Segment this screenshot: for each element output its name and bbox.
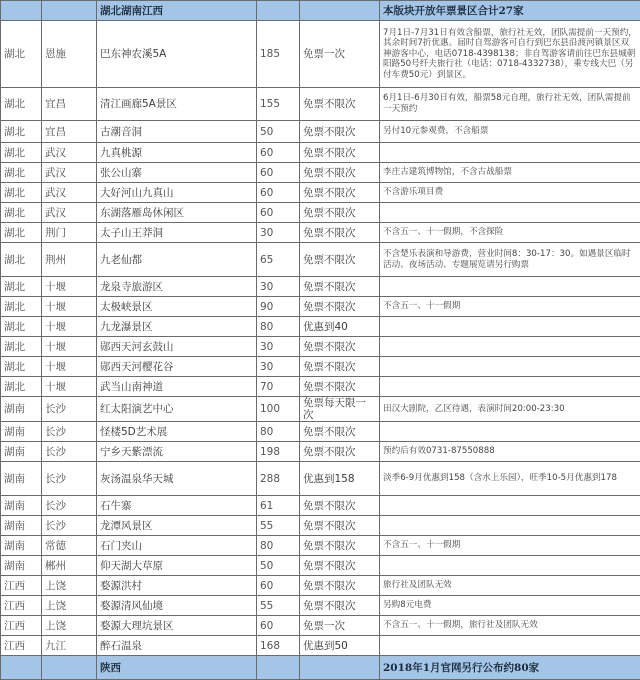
city-cell: 长沙 — [42, 462, 97, 496]
policy-cell: 优惠到40 — [300, 317, 380, 337]
policy-cell: 免票不限次 — [300, 576, 380, 596]
province-cell: 湖北 — [1, 143, 42, 163]
header-empty-city — [42, 1, 97, 21]
scenic-name-cell: 醉石温泉 — [97, 636, 257, 656]
price-cell: 50 — [257, 556, 300, 576]
table-row — [1, 616, 640, 636]
table-row — [1, 243, 640, 277]
price-cell: 60 — [257, 616, 300, 636]
policy-cell: 免票不限次 — [300, 357, 380, 377]
table-row — [1, 317, 640, 337]
note-cell — [380, 143, 640, 163]
table-row — [1, 297, 640, 317]
price-cell: 185 — [257, 21, 300, 88]
table-row — [1, 223, 640, 243]
policy-cell: 免票不限次 — [300, 243, 380, 277]
city-cell: 十堰 — [42, 317, 97, 337]
scenic-name-cell: 九龙瀑景区 — [97, 317, 257, 337]
table-row — [1, 203, 640, 223]
note-cell: 7月1日-7月31日有效含船票，旅行社无效，团队需提前一天预约，其余时间7折优惠。届时自驾游客可自行到巴东县沿渡河镇景区双神游客中心，电话0718-4398138；非自驾游客请前往巴东县城朝阳路50号纤夫旅行社（电话：0718-4332738），乘专线大巴（另付车费50元）到景区。 — [380, 21, 640, 88]
policy-cell: 免票不限次 — [300, 163, 380, 183]
table-row — [1, 277, 640, 297]
scenic-name-cell: 张公山寨 — [97, 163, 257, 183]
scenic-name-cell: 巴东神农溪5A — [97, 21, 257, 88]
city-cell: 武汉 — [42, 203, 97, 223]
scenic-name-cell: 古潮音洞 — [97, 121, 257, 143]
city-cell: 常德 — [42, 536, 97, 556]
scenic-name-cell: 太子山王莽洞 — [97, 223, 257, 243]
footer-empty-policy — [300, 656, 380, 680]
price-cell: 198 — [257, 442, 300, 462]
scenic-name-cell: 龙泉寺旅游区 — [97, 277, 257, 297]
city-cell: 十堰 — [42, 297, 97, 317]
note-cell: 不含五一、十一假期，不含探险 — [380, 223, 640, 243]
scenic-name-cell: 九真桃源 — [97, 143, 257, 163]
table-row — [1, 556, 640, 576]
header-empty-policy — [300, 1, 380, 21]
table-row — [1, 496, 640, 516]
city-cell: 长沙 — [42, 442, 97, 462]
note-cell: 不含五一、十一假期 — [380, 536, 640, 556]
table-row — [1, 163, 640, 183]
table-row — [1, 397, 640, 422]
province-cell: 湖北 — [1, 183, 42, 203]
note-cell: 李庄古建筑博物馆，不含古战船票 — [380, 163, 640, 183]
policy-cell: 免票不限次 — [300, 596, 380, 616]
scenic-name-cell: 武当山南神道 — [97, 377, 257, 397]
price-cell: 55 — [257, 596, 300, 616]
city-cell: 荆门 — [42, 223, 97, 243]
province-cell: 江西 — [1, 596, 42, 616]
table-row — [1, 357, 640, 377]
table-row — [1, 377, 640, 397]
header-empty-price — [257, 1, 300, 21]
table-row — [1, 183, 640, 203]
city-cell: 长沙 — [42, 516, 97, 536]
province-cell: 湖南 — [1, 536, 42, 556]
province-cell: 湖北 — [1, 243, 42, 277]
section-summary: 本版块开放年票景区合计27家 — [380, 1, 640, 21]
policy-cell: 免票不限次 — [300, 337, 380, 357]
note-cell: 不含游乐项目费 — [380, 183, 640, 203]
city-cell: 十堰 — [42, 337, 97, 357]
price-cell: 60 — [257, 203, 300, 223]
price-cell: 30 — [257, 277, 300, 297]
note-cell — [380, 317, 640, 337]
price-cell: 155 — [257, 88, 300, 121]
scenic-name-cell: 石门夹山 — [97, 536, 257, 556]
note-cell — [380, 277, 640, 297]
section-title: 湖北湖南江西 — [97, 1, 257, 21]
policy-cell: 免票不限次 — [300, 88, 380, 121]
price-cell: 80 — [257, 536, 300, 556]
scenic-name-cell: 婺源大理坑景区 — [97, 616, 257, 636]
province-cell: 湖北 — [1, 121, 42, 143]
price-cell: 70 — [257, 377, 300, 397]
city-cell: 郴州 — [42, 556, 97, 576]
price-cell: 80 — [257, 422, 300, 442]
scenic-name-cell: 仰天湖大草原 — [97, 556, 257, 576]
policy-cell: 免票不限次 — [300, 277, 380, 297]
price-cell: 30 — [257, 337, 300, 357]
city-cell: 长沙 — [42, 397, 97, 422]
price-cell: 168 — [257, 636, 300, 656]
scenic-name-cell: 九老仙都 — [97, 243, 257, 277]
scenic-name-cell: 灰汤温泉华天城 — [97, 462, 257, 496]
table-row — [1, 576, 640, 596]
policy-cell: 免票不限次 — [300, 183, 380, 203]
province-cell: 湖南 — [1, 397, 42, 422]
note-cell: 不含楚乐表演和导游费，营业时间8：30-17：30。如遇景区临时活动、夜场活动、专题展览请另行购票 — [380, 243, 640, 277]
province-cell: 湖北 — [1, 317, 42, 337]
city-cell: 长沙 — [42, 496, 97, 516]
scenic-name-cell: 清江画廊5A景区 — [97, 88, 257, 121]
note-cell: 6月1日-6月30日有效，船票58元自理，旅行社无效，团队需提前一天预约 — [380, 88, 640, 121]
policy-cell: 免票不限次 — [300, 496, 380, 516]
price-cell: 65 — [257, 243, 300, 277]
table-row — [1, 636, 640, 656]
city-cell: 长沙 — [42, 422, 97, 442]
price-cell: 60 — [257, 576, 300, 596]
city-cell: 荆州 — [42, 243, 97, 277]
scenic-name-cell: 婺源清风仙境 — [97, 596, 257, 616]
scenic-name-cell: 大好河山九真山 — [97, 183, 257, 203]
city-cell: 上饶 — [42, 616, 97, 636]
province-cell: 湖南 — [1, 496, 42, 516]
policy-cell: 免票一次 — [300, 21, 380, 88]
header-empty-province — [1, 1, 42, 21]
note-cell — [380, 377, 640, 397]
policy-cell: 免票不限次 — [300, 556, 380, 576]
province-cell: 湖南 — [1, 442, 42, 462]
table-row — [1, 536, 640, 556]
price-cell: 80 — [257, 317, 300, 337]
note-cell: 不含五一、十一假期，旅行社及团队无效 — [380, 616, 640, 636]
note-cell — [380, 357, 640, 377]
policy-cell: 免票不限次 — [300, 442, 380, 462]
province-cell: 湖南 — [1, 556, 42, 576]
scenic-name-cell: 婺源洪村 — [97, 576, 257, 596]
footer-empty-price — [257, 656, 300, 680]
scenic-name-cell: 东湖落雁岛休闲区 — [97, 203, 257, 223]
province-cell: 湖北 — [1, 88, 42, 121]
scenic-name-cell: 怪楼5D艺术展 — [97, 422, 257, 442]
policy-cell: 免票不限次 — [300, 297, 380, 317]
note-cell — [380, 203, 640, 223]
footer-empty-province — [1, 656, 42, 680]
note-cell: 田汉大剧院，乙区待遇，表演时间20:00-23:30 — [380, 397, 640, 422]
policy-cell: 免票不限次 — [300, 121, 380, 143]
province-cell: 江西 — [1, 636, 42, 656]
province-cell: 江西 — [1, 576, 42, 596]
table-row — [1, 422, 640, 442]
policy-cell: 免票不限次 — [300, 422, 380, 442]
city-cell: 十堰 — [42, 277, 97, 297]
scenic-name-cell: 石牛寨 — [97, 496, 257, 516]
price-cell: 61 — [257, 496, 300, 516]
city-cell: 上饶 — [42, 596, 97, 616]
price-cell: 60 — [257, 143, 300, 163]
footer-summary: 2018年1月官网另行公布约80家 — [380, 656, 640, 680]
note-cell: 旅行社及团队无效 — [380, 576, 640, 596]
policy-cell: 优惠到50 — [300, 636, 380, 656]
table-row — [1, 21, 640, 88]
province-cell: 湖北 — [1, 21, 42, 88]
province-cell: 湖北 — [1, 357, 42, 377]
note-cell — [380, 422, 640, 442]
province-cell: 湖北 — [1, 163, 42, 183]
policy-cell: 免票一次 — [300, 616, 380, 636]
policy-cell: 免票不限次 — [300, 516, 380, 536]
note-cell — [380, 496, 640, 516]
section-footer-row — [1, 656, 640, 680]
policy-cell: 免票不限次 — [300, 203, 380, 223]
price-cell: 288 — [257, 462, 300, 496]
city-cell: 武汉 — [42, 163, 97, 183]
policy-cell: 优惠到158 — [300, 462, 380, 496]
table-row — [1, 462, 640, 496]
table-row — [1, 143, 640, 163]
note-cell — [380, 636, 640, 656]
note-cell: 预约后有效0731-87550888 — [380, 442, 640, 462]
city-cell: 武汉 — [42, 143, 97, 163]
price-cell: 30 — [257, 357, 300, 377]
province-cell: 湖北 — [1, 337, 42, 357]
price-cell: 50 — [257, 121, 300, 143]
scenic-name-cell: 红太阳演艺中心 — [97, 397, 257, 422]
province-cell: 湖南 — [1, 422, 42, 442]
province-cell: 湖北 — [1, 203, 42, 223]
scenic-name-cell: 龙潭风景区 — [97, 516, 257, 536]
table-row — [1, 88, 640, 121]
price-cell: 90 — [257, 297, 300, 317]
note-cell: 不含五一、十一假期 — [380, 297, 640, 317]
city-cell: 恩施 — [42, 21, 97, 88]
policy-cell: 免票不限次 — [300, 536, 380, 556]
table-row — [1, 337, 640, 357]
footer-section-title: 陕西 — [97, 656, 257, 680]
city-cell: 上饶 — [42, 576, 97, 596]
policy-cell: 免票不限次 — [300, 377, 380, 397]
city-cell: 十堰 — [42, 377, 97, 397]
city-cell: 宜昌 — [42, 88, 97, 121]
note-cell — [380, 556, 640, 576]
price-cell: 60 — [257, 183, 300, 203]
scenic-name-cell: 郧西天河樱花谷 — [97, 357, 257, 377]
table-row — [1, 516, 640, 536]
policy-cell: 免票每天限一次 — [300, 397, 380, 422]
price-cell: 55 — [257, 516, 300, 536]
province-cell: 湖北 — [1, 223, 42, 243]
price-cell: 60 — [257, 163, 300, 183]
price-cell: 30 — [257, 223, 300, 243]
policy-cell: 免票不限次 — [300, 223, 380, 243]
note-cell — [380, 516, 640, 536]
note-cell: 另购8元电费 — [380, 596, 640, 616]
city-cell: 九江 — [42, 636, 97, 656]
note-cell — [380, 337, 640, 357]
province-cell: 湖南 — [1, 462, 42, 496]
note-cell: 另付10元参观费，不含船票 — [380, 121, 640, 143]
province-cell: 湖北 — [1, 277, 42, 297]
scenic-name-cell: 郧西天河玄鼓山 — [97, 337, 257, 357]
table-row — [1, 596, 640, 616]
price-cell: 100 — [257, 397, 300, 422]
city-cell: 武汉 — [42, 183, 97, 203]
table-row — [1, 442, 640, 462]
province-cell: 江西 — [1, 616, 42, 636]
section-header-row — [1, 1, 640, 21]
policy-cell: 免票不限次 — [300, 143, 380, 163]
scenic-name-cell: 太极峡景区 — [97, 297, 257, 317]
city-cell: 宜昌 — [42, 121, 97, 143]
note-cell: 淡季6-9月优惠到158（含水上乐园），旺季10-5月优惠到178 — [380, 462, 640, 496]
city-cell: 十堰 — [42, 357, 97, 377]
province-cell: 湖北 — [1, 297, 42, 317]
province-cell: 湖北 — [1, 377, 42, 397]
province-cell: 湖南 — [1, 516, 42, 536]
table-row — [1, 121, 640, 143]
scenic-name-cell: 宁乡天紫漂流 — [97, 442, 257, 462]
footer-empty-city — [42, 656, 97, 680]
